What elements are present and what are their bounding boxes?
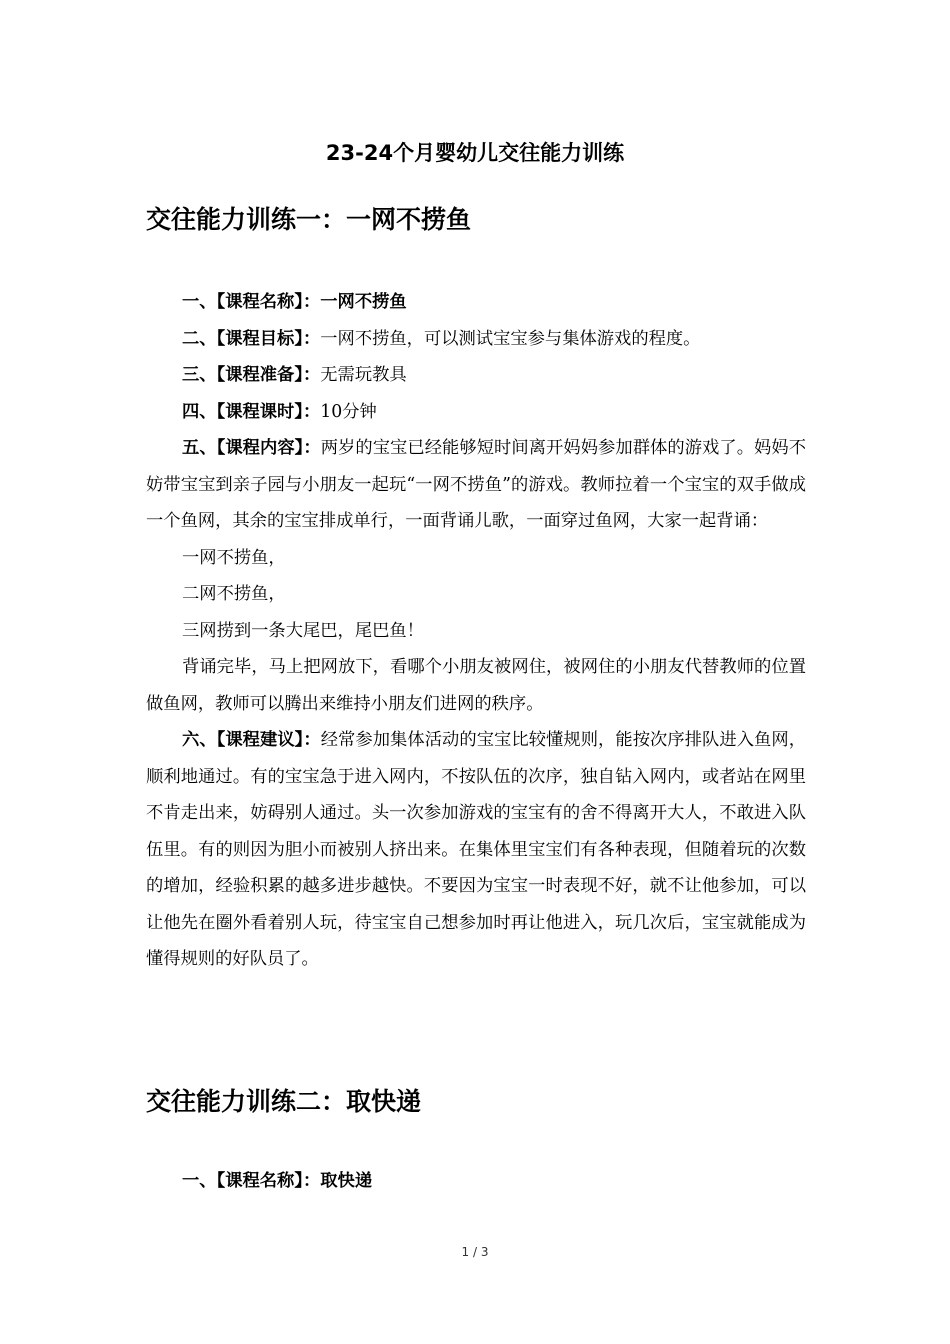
item-text: 10分钟 <box>320 401 377 422</box>
item-label: 一、【课程名称】： <box>182 1171 321 1191</box>
section-2-heading: 交往能力训练二：取快递 <box>146 1087 422 1116</box>
item-label: 二、【课程目标】： <box>182 328 321 349</box>
course-content-item <box>146 430 806 540</box>
item-text: 一网不捞鱼 <box>320 292 407 312</box>
section-1-body <box>146 284 806 978</box>
item-label: 四、【课程课时】： <box>182 401 321 422</box>
course-duration-item <box>146 394 806 431</box>
item-label: 六、【课程建议】： <box>182 730 321 750</box>
item-label: 一、【课程名称】： <box>182 292 321 312</box>
item-label: 三、【课程准备】： <box>182 365 321 385</box>
course-name-item <box>146 1163 806 1200</box>
course-prep-item <box>146 357 806 394</box>
item-text: 两岁的宝宝已经能够短时间离开妈妈参加群体的游戏了。妈妈不妨带宝宝到亲子园与小朋友一起玩“一网不捞鱼”的游戏。教师拉着一个宝宝的双手做成一个鱼网，其余的宝宝排成单行，一面背诵儿歌，一面穿过鱼网，大家一起背诵： <box>146 438 806 531</box>
item-text: 一网不捞鱼，可以测试宝宝参与集体游戏的程度。 <box>320 328 701 349</box>
course-goal-item <box>146 321 806 358</box>
item-text: 取快递 <box>320 1171 373 1191</box>
section-2-body <box>146 1163 806 1200</box>
item-text: 无需玩教具 <box>320 365 407 385</box>
section-1-heading: 交往能力训练一：一网不捞鱼 <box>146 205 472 234</box>
rhyme-line: 二网不捞鱼， <box>182 584 286 604</box>
item-label: 五、【课程内容】： <box>182 438 321 458</box>
item-text: 经常参加集体活动的宝宝比较懂规则，能按次序排队进入鱼网，顺利地通过。有的宝宝急于进入网内，不按队伍的次序，独自钻入网内，或者站在网里不肯走出来，妨碍别人通过。头一次参加游戏的宝宝有的舍不得离开大人，不敢进入队伍里。有的则因为胆小而被别人挤出来。在集体里宝宝们有各种表现，但随着玩的次数的增加，经验积累的越多进步越快。不要因为宝宝一时表现不好，就不让他参加，可以让他先在圈外看着别人玩，待宝宝自己想参加时再让他进入，玩几次后，宝宝就能成为懂得规则的好队员了。 <box>146 730 806 969</box>
course-suggestion-item <box>146 722 806 978</box>
rhyme-line: 一网不捞鱼， <box>182 547 286 568</box>
page-indicator: 1 / 3 <box>461 1245 489 1259</box>
after-rhyme-paragraph: 背诵完毕，马上把网放下，看哪个小朋友被网住，被网住的小朋友代替教师的位置做鱼网，教师可以腾出来维持小朋友们进网的秩序。 <box>146 657 806 714</box>
rhyme-line: 三网捞到一条大尾巴，尾巴鱼！ <box>182 620 424 641</box>
course-name-item <box>146 284 806 321</box>
document-title: 23-24个月婴幼儿交往能力训练 <box>325 141 625 165</box>
